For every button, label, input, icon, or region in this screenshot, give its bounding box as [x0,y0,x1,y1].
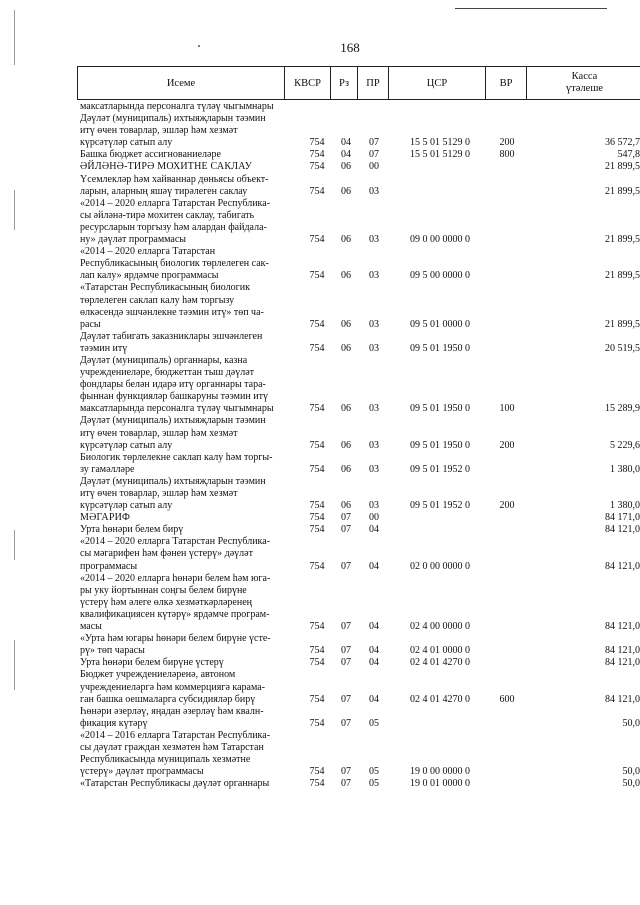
row-kvsr: 754 [309,524,325,536]
row-name-line: сы әйләнә-тирә мохитен саклау, табигать [80,209,255,221]
row-name-line: «2014 – 2016 елларга Татарстан Республика- [80,729,271,741]
row-rz: 07 [341,657,351,669]
row-csr: 09 0 00 0000 0 [410,234,470,246]
row-name-line: Дәүләт табигать заказниклары эшчәнлеген [80,330,263,342]
row-name-line: фыннан функцияләр башкаруны тәэмин итү [80,391,268,403]
row-amount: 84 121,0 [605,621,640,633]
row-rz: 07 [341,717,351,729]
table-row [80,669,640,705]
row-pr: 03 [369,463,379,475]
top-rule [455,8,607,9]
row-name [80,355,286,415]
row-rz: 06 [341,342,351,354]
table-row [80,633,640,657]
row-amount: 84 121,0 [605,657,640,669]
row-csr: 09 5 01 1952 0 [410,463,470,475]
row-csr: 09 5 01 0000 0 [410,318,470,330]
row-rz: 07 [341,693,351,705]
table-row [80,113,640,149]
row-vr: 200 [499,137,515,149]
row-name [80,161,286,173]
row-csr: 09 5 01 1950 0 [410,342,470,354]
table-row [80,476,640,512]
row-name [80,536,286,572]
page-number: 168 [340,40,360,55]
table-row [80,246,640,282]
row-kvsr: 754 [309,693,325,705]
row-name-line: зу гамәлләре [80,463,135,475]
row-name [80,778,286,790]
row-kvsr: 754 [309,621,325,633]
row-name [80,198,286,246]
header-kvsr: КВСР [285,67,331,100]
header-vr: ВР [486,67,527,100]
table-row [80,415,640,451]
table-row [80,282,640,330]
row-name-line: төрлелеген саклап калу һәм торгызу [80,294,235,306]
row-name-line: «2014 – 2020 елларга һөнәри белем һәм юга- [80,572,271,584]
row-amount: 21 899,5 [605,185,640,197]
row-name-line: ларын, аларның яшәү тирәлеген саклау [80,185,248,197]
row-name-line: итү өчен товарлар, эшләр һәм хезмәт [80,427,238,439]
header-csr: ЦСР [389,67,486,100]
row-amount: 15 289,9 [605,403,640,415]
row-kvsr: 754 [309,234,325,246]
row-kvsr: 754 [309,161,325,173]
row-amount: 5 229,6 [610,439,640,451]
header-amount-line2: үтәлеше [565,83,604,94]
header-name: Исеме [78,67,285,100]
row-kvsr: 754 [309,270,325,282]
row-kvsr: 754 [309,137,325,149]
row-name-line: масы [80,621,102,633]
row-name-line: Һөнәри әзерләү, яңадан әзерләү һәм квалн- [80,705,264,717]
row-csr: 19 0 00 0000 0 [410,766,470,778]
row-name-line: тәэмин итү [80,342,128,354]
row-name-line: расы [80,318,101,330]
table-body [80,101,640,790]
row-name [80,246,286,282]
row-kvsr: 754 [309,500,325,512]
row-amount: 1 380,0 [610,500,640,512]
row-name-line: Бюджет учреждениеләренә, автоном [80,669,236,681]
row-name-line: МӘГАРИФ [80,512,131,524]
header-amount-line1: Касса [571,71,598,82]
row-name [80,415,286,451]
row-name-line: Биологик төрлелекне саклап калу һәм торгы- [80,451,273,463]
row-name-line: Үсемлекләр һәм хайваннар дөньясы объект- [80,173,269,185]
row-csr: 02 4 01 4270 0 [410,657,470,669]
row-name-line: рү» төп чарасы [80,645,145,657]
row-name-line: ӘЙЛӘНӘ-ТИРӘ МОХИТНЕ САКЛАУ [80,161,253,173]
row-pr: 03 [369,439,379,451]
row-rz: 06 [341,234,351,246]
row-csr: 15 5 01 5129 0 [410,137,470,149]
row-vr: 100 [499,403,515,415]
row-name [80,174,286,198]
row-name-line: күрсәтүләр сатып алу [80,137,173,149]
row-pr: 03 [369,342,379,354]
row-pr: 07 [369,149,379,161]
table-row [80,174,640,198]
table-row [80,730,640,778]
row-name-line: Дәүләт (муниципаль) ихтыяҗларын тәэмин [80,415,266,427]
row-name-line: үстерү» дәүләт программасы [80,766,204,778]
table-row [80,161,640,173]
row-rz: 07 [341,645,351,657]
row-pr: 05 [369,778,379,790]
row-pr: 03 [369,500,379,512]
row-name [80,706,286,730]
row-pr: 04 [369,524,379,536]
row-rz: 06 [341,439,351,451]
row-name-line: учреждениеләргә һәм коммерциягә карама- [80,681,265,693]
binding-marks [14,0,20,905]
table-row [80,536,640,572]
row-name [80,512,286,524]
row-amount: 1 380,0 [610,463,640,475]
row-kvsr: 754 [309,185,325,197]
row-name-line: учреждениеләре, бюджеттан тыш дәүләт [80,367,255,379]
row-csr: 02 4 00 0000 0 [410,621,470,633]
row-csr: 15 5 01 5129 0 [410,149,470,161]
row-name-line: «Татарстан Республикасының биологик [80,282,250,294]
row-name-line: күрсәтүләр сатып алу [80,500,173,512]
row-amount: 50,0 [622,778,640,790]
row-rz: 06 [341,500,351,512]
row-name-line: «2014 – 2020 елларга Татарстан [80,246,216,258]
row-rz: 06 [341,185,351,197]
row-kvsr: 754 [309,439,325,451]
row-kvsr: 754 [309,766,325,778]
row-name-line: лап калу» ярдәмче программасы [80,270,219,282]
row-name-line: итү өчен товарлар, эшләр һәм хезмәт [80,125,238,137]
row-pr: 05 [369,766,379,778]
row-name-line: фикация күтәрү [80,717,148,729]
table-row [80,101,640,113]
row-pr: 05 [369,717,379,729]
row-kvsr: 754 [309,149,325,161]
row-amount: 84 121,0 [605,693,640,705]
row-name [80,573,286,633]
row-pr: 00 [369,512,379,524]
row-rz: 04 [341,137,351,149]
row-pr: 04 [369,693,379,705]
row-rz: 04 [341,149,351,161]
header-pr: ПР [358,67,389,100]
row-csr: 09 5 01 1950 0 [410,439,470,451]
row-csr: 09 5 01 1952 0 [410,500,470,512]
row-name [80,331,286,355]
header-rz: Рз [331,67,358,100]
row-name-line: сы мәгарифен һәм фәнен үстерү» дәүләт [80,548,253,560]
table-row [80,512,640,524]
table-row [80,524,640,536]
row-csr: 19 0 01 0000 0 [410,778,470,790]
row-name-line: сы дәүләт граждан хезмәтен һәм Татарстан [80,741,264,753]
row-amount: 21 899,5 [605,161,640,173]
row-rz: 07 [341,766,351,778]
row-name-line: максатларында персоналга түләү чыгымнары [80,101,274,112]
row-kvsr: 754 [309,645,325,657]
row-pr: 04 [369,645,379,657]
row-amount: 21 899,5 [605,234,640,246]
row-rz: 07 [341,512,351,524]
row-pr: 07 [369,137,379,149]
row-rz: 06 [341,270,351,282]
row-name-line: Дәүләт (муниципаль) ихтыяҗларын тәэмин [80,113,266,125]
row-name [80,282,286,330]
row-kvsr: 754 [309,403,325,415]
row-amount: 20 519,5 [605,342,640,354]
row-name [80,113,286,149]
row-csr: 02 4 01 0000 0 [410,645,470,657]
row-name-line: ресурсларын торгызу һәм алардан файдала- [80,221,267,233]
table-header [77,66,640,100]
row-amount: 84 121,0 [605,524,640,536]
row-vr: 200 [499,500,515,512]
row-name-line: Урта һөнәри белем бирүне үстерү [80,657,224,669]
row-name-line: «2014 – 2020 елларга Татарстан Республика- [80,536,271,548]
row-kvsr: 754 [309,560,325,572]
table-row [80,198,640,246]
row-pr: 03 [369,318,379,330]
row-amount: 36 572,7 [605,137,640,149]
row-kvsr: 754 [309,512,325,524]
row-name-line: күрсәтүләр сатып алу [80,439,173,451]
row-pr: 04 [369,657,379,669]
row-name-line: Урта һөнәри белем бирү [80,524,184,536]
row-rz: 06 [341,463,351,475]
row-pr: 04 [369,621,379,633]
row-amount: 21 899,5 [605,318,640,330]
row-name-line: максатларында персоналга түләү чыгымнары [80,403,274,415]
row-name [80,633,286,657]
row-rz: 06 [341,161,351,173]
row-name-line: Дәүләт (муниципаль) ихтыяҗларын тәэмин [80,475,266,487]
row-name-line: Дәүләт (муниципаль) органнары, казна [80,354,248,366]
row-kvsr: 754 [309,657,325,669]
row-name-line: өлкәсендә эшчәнлекне тәэмин итү» төп ча- [80,306,264,318]
row-csr: 02 4 01 4270 0 [410,693,470,705]
row-rz: 06 [341,318,351,330]
row-name-line: программасы [80,560,138,572]
table-row [80,706,640,730]
row-csr: 09 5 00 0000 0 [410,270,470,282]
row-name-line: «Татарстан Республикасы дәүләт органнары [80,778,270,790]
row-name [80,452,286,476]
row-rz: 07 [341,560,351,572]
table-row [80,149,640,161]
row-pr: 03 [369,270,379,282]
row-amount: 84 171,0 [605,512,640,524]
table-row [80,778,640,790]
table-row [80,573,640,633]
row-name [80,669,286,705]
row-pr: 00 [369,161,379,173]
row-name-line: ры уку йортыннан соңгы белем бирүне [80,584,247,596]
row-vr: 200 [499,439,515,451]
row-kvsr: 754 [309,463,325,475]
row-name-line: Республикасының биологик төрлелеген сак- [80,258,269,270]
row-kvsr: 754 [309,717,325,729]
row-pr: 03 [369,185,379,197]
row-name [80,730,286,778]
row-name-line: ну» дәүләт программасы [80,234,187,246]
row-pr: 03 [369,403,379,415]
row-name-line: «Урта һәм югары һөнәри белем бирүне үсте- [80,633,271,645]
row-amount: 50,0 [622,766,640,778]
row-name-line: Башка бюджет ассигнованиеләре [80,149,221,161]
row-kvsr: 754 [309,778,325,790]
row-name-line: Республикасында муниципаль хезмәтне [80,754,251,766]
row-name-line: итү өчен товарлар, эшләр һәм хезмәт [80,488,238,499]
row-amount: 21 899,5 [605,270,640,282]
row-rz: 06 [341,403,351,415]
row-name [80,101,286,113]
row-name [80,657,286,669]
table-row [80,355,640,415]
row-name-line: фондлары белән идарә итү органнары тара- [80,379,266,391]
row-csr: 09 5 01 1950 0 [410,403,470,415]
row-amount: 84 121,0 [605,560,640,572]
row-rz: 07 [341,621,351,633]
row-amount: 50,0 [622,717,640,729]
row-name-line: квалификациясен күтәрү» ярдәмче програм- [80,608,270,620]
row-kvsr: 754 [309,318,325,330]
row-name [80,149,286,161]
table-row [80,331,640,355]
row-name-line: «2014 – 2020 елларга Татарстан Республика- [80,197,271,209]
table-row [80,452,640,476]
row-kvsr: 754 [309,342,325,354]
row-rz: 07 [341,778,351,790]
row-amount: 84 121,0 [605,645,640,657]
row-name [80,476,286,512]
row-rz: 07 [341,524,351,536]
row-name-line: үстерү һәм әлеге өлкә хезмәткәрләренең [80,596,253,608]
row-vr: 800 [499,149,515,161]
row-csr: 02 0 00 0000 0 [410,560,470,572]
row-vr: 600 [499,693,515,705]
row-pr: 04 [369,560,379,572]
row-name-line: ган башка оешмаларга субсидияләр бирү [80,693,256,705]
row-amount: 547,8 [617,149,640,161]
row-pr: 03 [369,234,379,246]
header-amount [527,67,640,100]
row-name [80,524,286,536]
table-row [80,657,640,669]
